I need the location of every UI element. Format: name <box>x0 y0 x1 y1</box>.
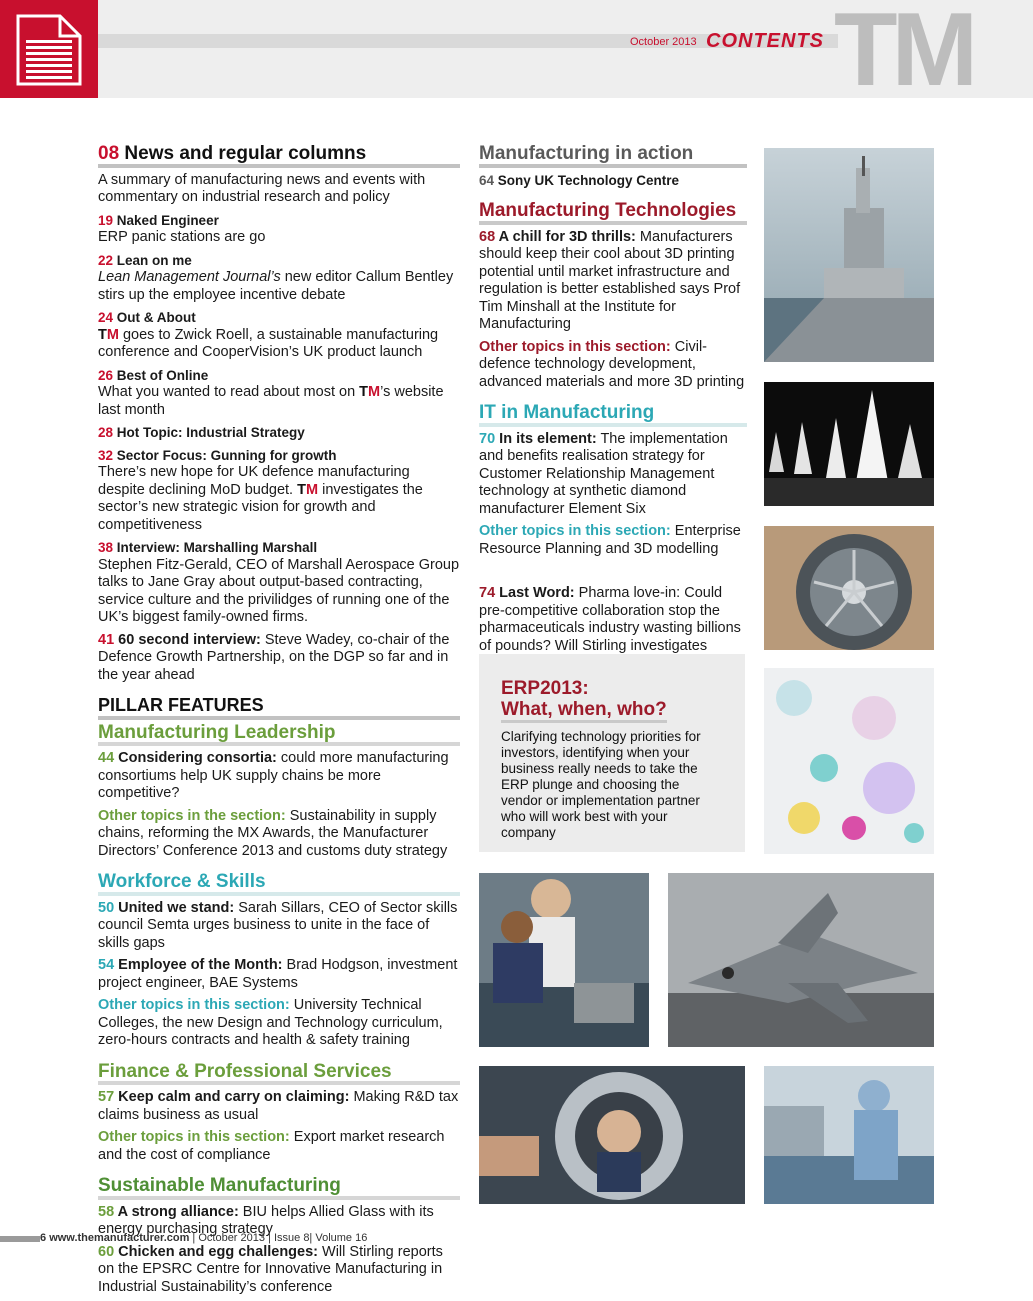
fighter-jet-photo <box>668 873 934 1047</box>
list-item[interactable]: 50 United we stand: Sarah Sillars, CEO of Sector skills council Semta urges business to unite in the face of skills gaps <box>98 899 458 951</box>
magazine-logo: TM <box>834 0 973 108</box>
erp-title: ERP2013: What, when, who? <box>501 678 667 723</box>
warship-photo <box>764 148 934 362</box>
workforce-heading[interactable]: Workforce & Skills <box>98 873 460 896</box>
website-link[interactable]: www.themanufacturer.com <box>49 1232 190 1244</box>
list-item[interactable]: 74 Last Word: Pharma love-in: Could pre-competitive collaboration stop the pharmaceuticals industry wasting billions of pounds? Will Stirling investigates <box>479 585 741 654</box>
tm-mark: TM <box>359 384 381 400</box>
list-item[interactable]: 70 In its element: The implementation and benefits realisation strategy for Customer Relationship Management technology at synthetic diamond manufacturer Element Six <box>479 430 728 517</box>
page-title: CONTENTS <box>706 30 824 52</box>
news-heading[interactable]: 08 News and regular columns <box>98 145 460 168</box>
issue-date: October 2013 <box>630 36 697 48</box>
tm-mark: TM <box>98 326 119 343</box>
list-item[interactable]: 58 A strong alliance: BIU helps Allied Glass with its energy purchasing strategy <box>98 1203 434 1237</box>
other-topics: Other topics in the section: Sustainability in supply chains, reforming the MX Awards, the Manufacturer Directors’ Conference 2013 and customs duty strategy <box>98 807 448 859</box>
pillar-heading: PILLAR FEATURES <box>98 697 460 720</box>
other-topics: Other topics in this section: Export market research and the cost of compliance <box>98 1129 445 1163</box>
list-item[interactable]: 68 A chill for 3D thrills: Manufacturers should keep their cool about 3D printing potential until market infrastructure and regulation is better established says Prof Tim Minshall at the Institute for Manufacturing <box>479 228 741 332</box>
middle-column <box>479 145 747 660</box>
engineers-photo <box>479 873 649 1047</box>
jet-engine-photo <box>764 526 934 650</box>
page-number: 6 <box>40 1232 47 1244</box>
list-item[interactable]: 24 Out & About TM goes to Zwick Roell, a sustainable manufacturing conference and CooperVision’s UK product launch <box>98 310 439 360</box>
cleanroom-photo <box>764 1066 934 1204</box>
news-desc: A summary of manufacturing news and events with commentary on industrial research and policy <box>98 171 426 205</box>
list-item[interactable]: 44 Considering consortia: could more manufacturing consortiums help UK supply chains be more competitive? <box>98 750 449 801</box>
sustainable-heading[interactable]: Sustainable Manufacturing <box>98 1177 460 1200</box>
list-item[interactable]: 26 Best of Online What you wanted to read about most on TM’s website last month <box>98 367 444 418</box>
molecules-photo <box>764 668 934 854</box>
other-topics: Other topics in this section: Civil-defence technology development, advanced materials and more 3D printing <box>479 338 745 390</box>
footer-bar <box>0 1236 40 1242</box>
finance-heading[interactable]: Finance & Professional Services <box>98 1063 460 1086</box>
list-item[interactable]: 19 Naked Engineer ERP panic stations are go <box>98 212 266 245</box>
document-icon <box>16 14 82 86</box>
other-topics: Other topics in this section: Enterprise Resource Planning and 3D modelling <box>479 523 741 557</box>
erp-promo-box[interactable] <box>479 654 745 852</box>
it-heading[interactable]: IT in Manufacturing <box>479 404 747 427</box>
list-item[interactable]: 54 Employee of the Month: Brad Hodgson, investment project engineer, BAE Systems <box>98 957 458 991</box>
leadership-heading[interactable]: Manufacturing Leadership <box>98 724 460 747</box>
action-heading[interactable]: Manufacturing in action <box>479 145 747 168</box>
list-item[interactable]: 64 Sony UK Technology Centre <box>479 172 680 188</box>
section-tab <box>0 0 98 98</box>
other-topics: Other topics in this section: University Technical Colleges, the new Design and Technology curriculum, zero-hours contracts and health & safety training <box>98 997 443 1048</box>
list-item[interactable]: 38 Interview: Marshalling Marshall Stephen Fitz-Gerald, CEO of Marshall Aerospace Group talks to Jane Gray about output-based contracting, service culture and the privilidges of running one of the UK’s biggest family-owned firms. <box>98 540 460 625</box>
list-item[interactable]: 41 60 second interview: Steve Wadey, co-chair of the Defence Growth Partnership, on the DGP so far and in the year ahead <box>98 631 450 683</box>
list-item[interactable]: 60 Chicken and egg challenges: Will Stirling reports on the EPSRC Centre for Innovative Manufacturing in Industrial Sustainability’s conference <box>98 1243 443 1295</box>
erp-body: Clarifying technology priorities for investors, identifying when your business really needs to take the ERP plunge and choosing the vendor or implementation partner who will work best with your company <box>501 729 701 840</box>
tm-mark: TM <box>297 481 319 498</box>
list-item[interactable]: 28 Hot Topic: Industrial Strategy <box>98 425 305 440</box>
list-item[interactable]: 32 Sector Focus: Gunning for growth There’s new hope for UK defence manufacturing despite declining MoD budget. TM investigates the sector’s new strategic vision for growth and competitiveness <box>98 447 423 533</box>
footer: 6 www.themanufacturer.com | October 2013 | Issue 8| Volume 16 <box>40 1232 368 1244</box>
technologies-heading[interactable]: Manufacturing Technologies <box>479 202 747 225</box>
gear-inspection-photo <box>479 1066 745 1204</box>
left-column <box>98 145 460 1301</box>
list-item[interactable]: 22 Lean on me Lean Management Journal’s new editor Callum Bentley stirs up the employee incentive debate <box>98 252 454 303</box>
diamond-spikes-photo <box>764 382 934 506</box>
list-item[interactable]: 57 Keep calm and carry on claiming: Making R&D tax claims business as usual <box>98 1089 459 1123</box>
